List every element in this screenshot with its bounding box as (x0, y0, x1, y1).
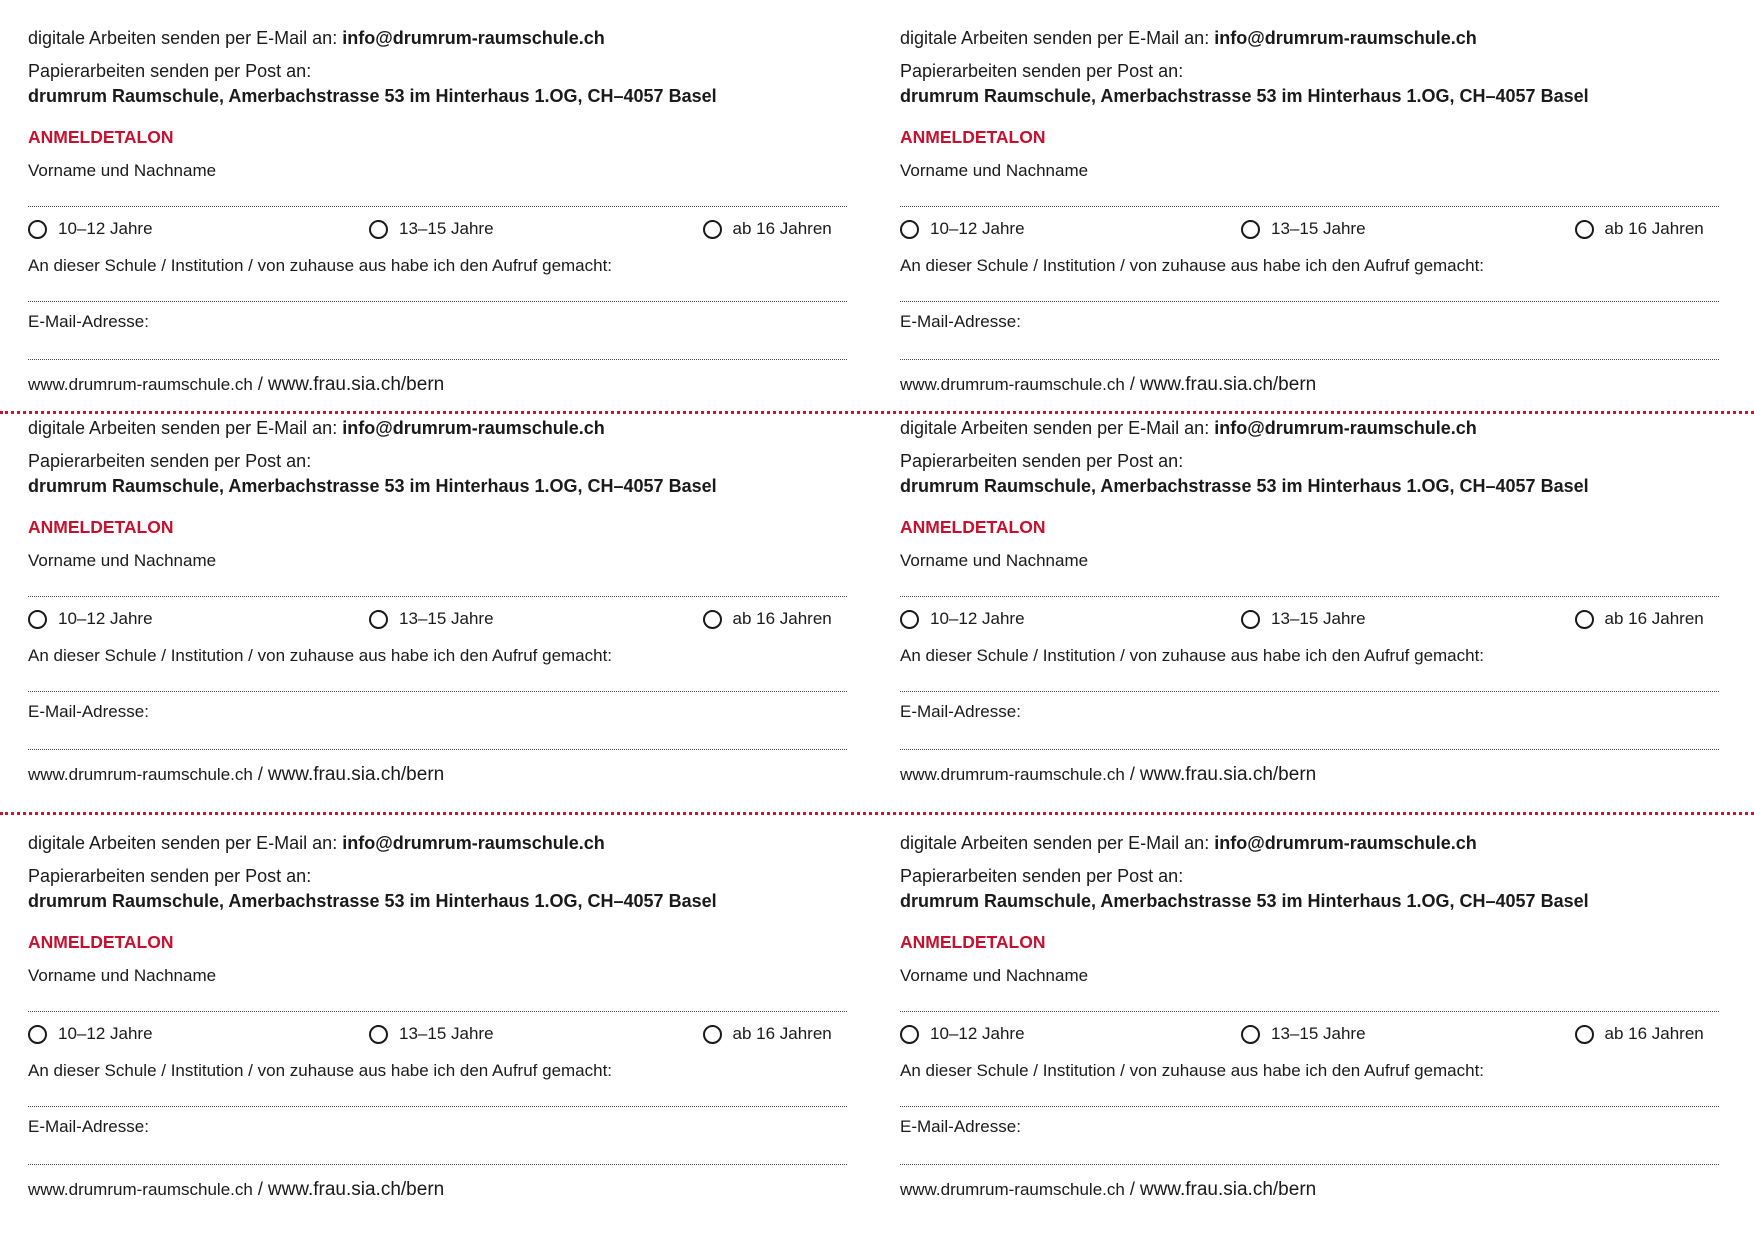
age-option-label: 13–15 Jahre (399, 1024, 494, 1043)
age-option-13-15 (369, 608, 529, 630)
name-field-label: Vorname und Nachname (28, 551, 217, 570)
age-option-label: 13–15 Jahre (1271, 609, 1366, 628)
website-separator: / (257, 764, 263, 784)
age-option-label: ab 16 Jahren (1604, 1024, 1704, 1043)
email-submission-line (900, 27, 1477, 49)
registration-slip-2 (900, 27, 1719, 399)
website-links (900, 1178, 1316, 1200)
website-drumrum: www.drumrum-raumschule.ch (28, 375, 253, 394)
name-field-label: Vorname und Nachname (900, 161, 1089, 180)
school-field-line (900, 1106, 1719, 1107)
radio-circle-icon (900, 610, 919, 629)
post-instruction-text: Papierarbeiten senden per Post an: (900, 60, 1184, 81)
website-links (28, 763, 444, 785)
age-option-label: 10–12 Jahre (930, 1024, 1025, 1043)
postal-address: drumrum Raumschule, Amerbachstrasse 53 im Hinterhaus 1.OG, CH–4057 Basel (28, 86, 717, 106)
age-option-13-15 (1241, 218, 1401, 240)
name-field-line (28, 1011, 847, 1012)
registration-slip-4 (900, 417, 1719, 789)
radio-circle-icon (1241, 220, 1260, 239)
post-instruction-text: Papierarbeiten senden per Post an: (28, 865, 312, 886)
age-option-label: 13–15 Jahre (1271, 1024, 1366, 1043)
email-submission-line (900, 417, 1477, 439)
name-field-line (28, 206, 847, 207)
age-option-label: ab 16 Jahren (732, 219, 832, 238)
radio-circle-icon (369, 220, 388, 239)
cut-line (0, 812, 1754, 815)
age-option-label: 10–12 Jahre (58, 1024, 153, 1043)
post-instruction-text: Papierarbeiten senden per Post an: (28, 450, 312, 471)
school-field-label: An dieser Schule / Institution / von zuhause aus habe ich den Aufruf gemacht: (28, 256, 613, 275)
age-option-16-plus (703, 608, 863, 630)
website-frau-sia: www.frau.sia.ch/bern (1139, 764, 1317, 785)
email-field-label: E-Mail-Adresse: (28, 312, 149, 331)
email-submission-line (28, 417, 605, 439)
school-field-label: An dieser Schule / Institution / von zuhause aus habe ich den Aufruf gemacht: (28, 646, 613, 665)
email-submission-line (28, 832, 605, 854)
age-option-label: 10–12 Jahre (58, 609, 153, 628)
school-field-line (900, 691, 1719, 692)
website-links (28, 373, 444, 395)
age-option-13-15 (1241, 608, 1401, 630)
age-option-16-plus (1575, 608, 1735, 630)
registration-slip-3 (28, 417, 847, 789)
age-option-16-plus (703, 1023, 863, 1045)
school-field-label: An dieser Schule / Institution / von zuhause aus habe ich den Aufruf gemacht: (900, 646, 1485, 665)
website-links (900, 373, 1316, 395)
email-field-line (900, 749, 1719, 750)
school-field-line (900, 301, 1719, 302)
radio-circle-icon (900, 1025, 919, 1044)
email-submission-line (28, 27, 605, 49)
school-field-label: An dieser Schule / Institution / von zuhause aus habe ich den Aufruf gemacht: (28, 1061, 613, 1080)
email-instruction-text: digitale Arbeiten senden per E-Mail an: (900, 418, 1210, 438)
email-field-line (28, 749, 847, 750)
name-field-label: Vorname und Nachname (28, 161, 217, 180)
email-field-line (900, 1164, 1719, 1165)
email-address: info@drumrum-raumschule.ch (1214, 833, 1477, 853)
name-field-label: Vorname und Nachname (28, 966, 217, 985)
radio-circle-icon (1575, 610, 1594, 629)
website-frau-sia: www.frau.sia.ch/bern (1139, 1179, 1317, 1200)
name-field-label: Vorname und Nachname (900, 966, 1089, 985)
age-option-10-12 (900, 1023, 1060, 1045)
email-instruction-text: digitale Arbeiten senden per E-Mail an: (900, 833, 1210, 853)
age-option-label: 10–12 Jahre (930, 219, 1025, 238)
email-instruction-text: digitale Arbeiten senden per E-Mail an: (28, 833, 338, 853)
name-field-line (900, 206, 1719, 207)
email-field-label: E-Mail-Adresse: (28, 1117, 149, 1136)
postal-address: drumrum Raumschule, Amerbachstrasse 53 im Hinterhaus 1.OG, CH–4057 Basel (28, 476, 717, 496)
postal-address: drumrum Raumschule, Amerbachstrasse 53 im Hinterhaus 1.OG, CH–4057 Basel (900, 86, 1589, 106)
website-separator: / (257, 374, 263, 394)
age-option-10-12 (28, 1023, 188, 1045)
radio-circle-icon (1241, 1025, 1260, 1044)
form-title: ANMELDETALON (28, 516, 174, 537)
postal-address: drumrum Raumschule, Amerbachstrasse 53 im Hinterhaus 1.OG, CH–4057 Basel (900, 891, 1589, 911)
post-instruction-text: Papierarbeiten senden per Post an: (900, 865, 1184, 886)
website-separator: / (1129, 764, 1135, 784)
age-option-10-12 (28, 218, 188, 240)
school-field-line (28, 691, 847, 692)
form-title: ANMELDETALON (900, 931, 1046, 952)
website-separator: / (1129, 1179, 1135, 1199)
email-address: info@drumrum-raumschule.ch (342, 28, 605, 48)
post-instruction-text: Papierarbeiten senden per Post an: (28, 60, 312, 81)
school-field-line (28, 1106, 847, 1107)
school-field-line (28, 301, 847, 302)
age-option-label: ab 16 Jahren (732, 1024, 832, 1043)
age-option-10-12 (900, 608, 1060, 630)
age-option-label: ab 16 Jahren (1604, 219, 1704, 238)
email-submission-line (900, 832, 1477, 854)
radio-circle-icon (1575, 220, 1594, 239)
email-instruction-text: digitale Arbeiten senden per E-Mail an: (28, 418, 338, 438)
website-drumrum: www.drumrum-raumschule.ch (900, 765, 1125, 784)
registration-slip-1 (28, 27, 847, 399)
website-links (28, 1178, 444, 1200)
age-option-label: 13–15 Jahre (1271, 219, 1366, 238)
radio-circle-icon (1241, 610, 1260, 629)
radio-circle-icon (703, 610, 722, 629)
name-field-line (900, 1011, 1719, 1012)
radio-circle-icon (703, 1025, 722, 1044)
email-field-label: E-Mail-Adresse: (28, 702, 149, 721)
age-option-13-15 (369, 218, 529, 240)
age-option-16-plus (1575, 218, 1735, 240)
website-frau-sia: www.frau.sia.ch/bern (267, 764, 445, 785)
school-field-label: An dieser Schule / Institution / von zuhause aus habe ich den Aufruf gemacht: (900, 256, 1485, 275)
email-address: info@drumrum-raumschule.ch (342, 418, 605, 438)
age-option-16-plus (1575, 1023, 1735, 1045)
name-field-line (900, 596, 1719, 597)
website-drumrum: www.drumrum-raumschule.ch (28, 765, 253, 784)
postal-address: drumrum Raumschule, Amerbachstrasse 53 im Hinterhaus 1.OG, CH–4057 Basel (28, 891, 717, 911)
email-address: info@drumrum-raumschule.ch (1214, 28, 1477, 48)
email-instruction-text: digitale Arbeiten senden per E-Mail an: (28, 28, 338, 48)
email-field-label: E-Mail-Adresse: (900, 702, 1021, 721)
website-separator: / (1129, 374, 1135, 394)
form-title: ANMELDETALON (28, 931, 174, 952)
email-field-line (900, 359, 1719, 360)
website-frau-sia: www.frau.sia.ch/bern (267, 1179, 445, 1200)
registration-slip-5 (28, 832, 847, 1204)
radio-circle-icon (28, 610, 47, 629)
form-title: ANMELDETALON (900, 126, 1046, 147)
email-address: info@drumrum-raumschule.ch (1214, 418, 1477, 438)
email-field-line (28, 1164, 847, 1165)
radio-circle-icon (369, 1025, 388, 1044)
age-option-label: ab 16 Jahren (732, 609, 832, 628)
website-frau-sia: www.frau.sia.ch/bern (1139, 374, 1317, 395)
form-title: ANMELDETALON (900, 516, 1046, 537)
website-frau-sia: www.frau.sia.ch/bern (267, 374, 445, 395)
post-instruction-text: Papierarbeiten senden per Post an: (900, 450, 1184, 471)
registration-slip-6 (900, 832, 1719, 1204)
age-option-label: 10–12 Jahre (58, 219, 153, 238)
email-field-label: E-Mail-Adresse: (900, 1117, 1021, 1136)
radio-circle-icon (28, 220, 47, 239)
age-option-10-12 (900, 218, 1060, 240)
radio-circle-icon (28, 1025, 47, 1044)
email-instruction-text: digitale Arbeiten senden per E-Mail an: (900, 28, 1210, 48)
email-field-line (28, 359, 847, 360)
school-field-label: An dieser Schule / Institution / von zuhause aus habe ich den Aufruf gemacht: (900, 1061, 1485, 1080)
cut-line (0, 411, 1754, 414)
radio-circle-icon (1575, 1025, 1594, 1044)
age-option-16-plus (703, 218, 863, 240)
age-option-13-15 (369, 1023, 529, 1045)
age-option-10-12 (28, 608, 188, 630)
website-links (900, 763, 1316, 785)
form-title: ANMELDETALON (28, 126, 174, 147)
age-option-label: ab 16 Jahren (1604, 609, 1704, 628)
radio-circle-icon (369, 610, 388, 629)
name-field-line (28, 596, 847, 597)
radio-circle-icon (703, 220, 722, 239)
age-option-label: 13–15 Jahre (399, 609, 494, 628)
age-option-13-15 (1241, 1023, 1401, 1045)
website-drumrum: www.drumrum-raumschule.ch (900, 375, 1125, 394)
email-address: info@drumrum-raumschule.ch (342, 833, 605, 853)
website-drumrum: www.drumrum-raumschule.ch (28, 1180, 253, 1199)
name-field-label: Vorname und Nachname (900, 551, 1089, 570)
postal-address: drumrum Raumschule, Amerbachstrasse 53 im Hinterhaus 1.OG, CH–4057 Basel (900, 476, 1589, 496)
email-field-label: E-Mail-Adresse: (900, 312, 1021, 331)
age-option-label: 10–12 Jahre (930, 609, 1025, 628)
age-option-label: 13–15 Jahre (399, 219, 494, 238)
website-drumrum: www.drumrum-raumschule.ch (900, 1180, 1125, 1199)
website-separator: / (257, 1179, 263, 1199)
radio-circle-icon (900, 220, 919, 239)
